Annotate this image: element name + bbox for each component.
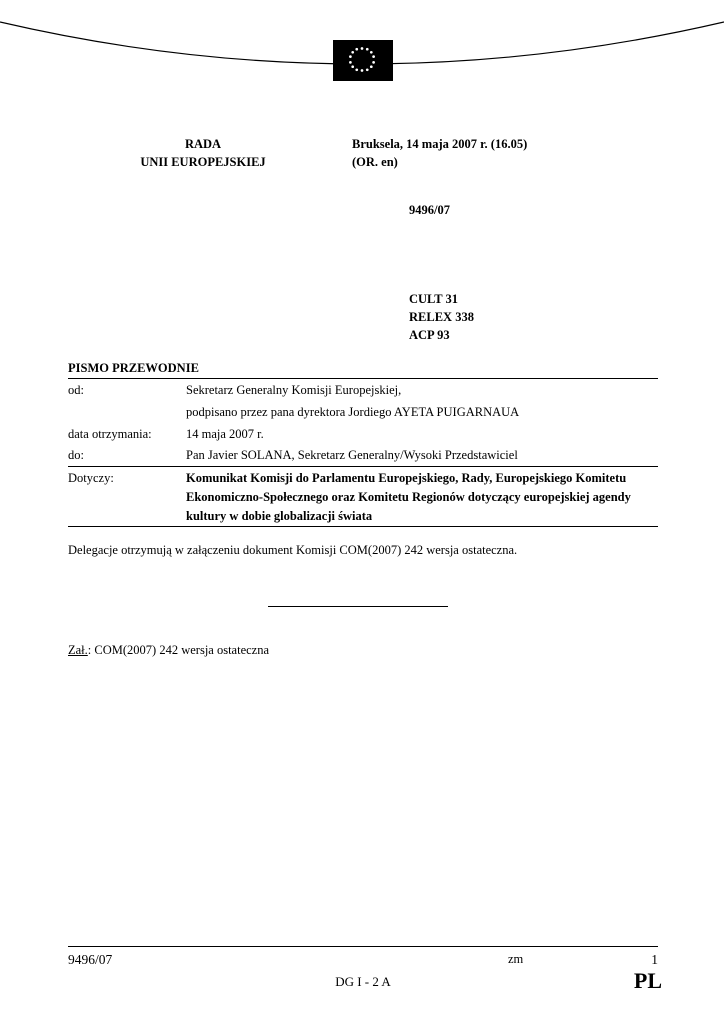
table-row (68, 423, 658, 445)
subject-code-3: ACP 93 (409, 328, 450, 343)
place-and-date: Bruksela, 14 maja 2007 r. (16.05) (352, 137, 528, 151)
subject-code-1: CULT 31 (409, 292, 458, 306)
row-label: Dotyczy: (68, 471, 114, 485)
row-label: data otrzymania: (68, 426, 152, 441)
cover-note-table (68, 378, 658, 527)
subject-code-2: RELEX 338 (409, 310, 474, 325)
document-number: 9496/07 (409, 203, 450, 217)
footer-line-primary (68, 952, 658, 968)
attachment-value: COM(2007) 242 wersja ostateczna (94, 643, 270, 657)
row-label: od: (68, 383, 84, 397)
footer-divider (68, 946, 658, 947)
header-row-1 (68, 135, 658, 153)
row-value: podpisano przez pana dyrektora Jordiego AYETA PUIGARNAUA (186, 404, 520, 419)
institution-name-line2: UNII EUROPEJSKIEJ (140, 155, 266, 170)
institution-name-line1: RADA (184, 137, 222, 151)
footer-page-number: 1 (651, 952, 658, 967)
row-value: Komunikat Komisji do Parlamentu Europejskiego, Rady, Europejskiego Komitetu Ekonomiczno-Społecznego oraz Komitetu Regionów dotyczący europejskiej agendy kultury w dobie globalizacji świata (186, 471, 631, 523)
subject-codes (409, 290, 474, 344)
table-row (68, 401, 658, 423)
row-label (68, 403, 186, 422)
european-union-flag-icon (333, 40, 393, 81)
footer-document-number: 9496/07 (68, 952, 113, 967)
table-rule-bottom (68, 526, 658, 527)
attachment-label: Zał. (68, 643, 88, 657)
row-value: 14 maja 2007 r. (186, 426, 264, 441)
row-value: Sekretarz Generalny Komisji Europejskiej, (186, 383, 402, 397)
row-value: Pan Javier SOLANA, Sekretarz Generalny/Wysoki Przedstawiciel (186, 448, 518, 463)
footer-initials: zm (508, 952, 524, 966)
table-row (68, 379, 658, 401)
section-divider (268, 606, 448, 607)
header-row-2 (68, 153, 658, 171)
cover-note-title: PISMO PRZEWODNIE (68, 361, 199, 375)
footer-language-code: PL (633, 968, 662, 993)
attachment-separator: : (87, 643, 95, 657)
document-header (68, 135, 658, 171)
footer-directorate: DG I - 2 A (335, 974, 391, 989)
eu-stars (334, 41, 390, 78)
table-row (68, 467, 658, 526)
row-label: do: (68, 448, 84, 463)
attachment-line (68, 643, 269, 658)
language-note: (OR. en) (352, 155, 398, 170)
table-row (68, 444, 658, 466)
document-footer (68, 952, 662, 993)
body-paragraph: Delegacje otrzymują w załączeniu dokument Komisji COM(2007) 242 wersja ostateczna. (68, 543, 518, 557)
